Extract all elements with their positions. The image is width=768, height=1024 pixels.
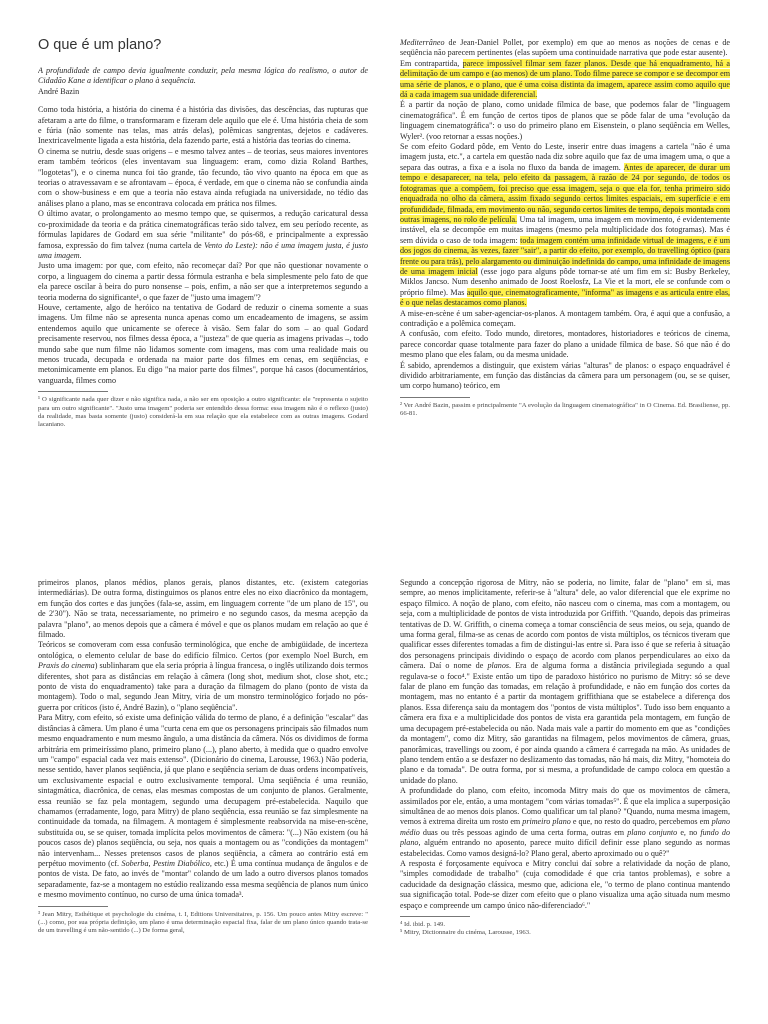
highlighted-text: Antes de aparecer, de durar um tempo e desaparecer, na tela, pelo efeito da passagem, à razão de 24 por segundo, de todos os fotogramas que a compõem, foi preciso que essa imagem, seja o que ela for, tenha primeiro sido enquadrada no olho da câmera, assim fixado segundo certos limites espaciais, em superfície e em profundidade, filmada, em movimento ou não, segundo certos limites de tempo, depois montada com outras imagens, no rolo de película. [400,162,730,224]
film-title: Mediterrâneo [400,38,445,47]
paragraph [400,142,730,309]
paragraph [38,713,368,900]
text-run: e que, no resto do quadro, percebemos em [570,817,712,827]
paragraph: A confusão, com efeito. Todo mundo, diretores, montadores, historiadores e teóricos de cinema, parece concordar quase totalmente para fazer do plano a unidade fílmica de base. Só que não é do mesmo plano que eles falam, ou da mesma unidade. [400,329,730,360]
footnote: ⁴ Id. ibid. p. 149. [400,921,446,928]
paragraph: Justo uma imagem: por que, com efeito, não recomeçar daí? Por que não questionar novamente o corpo, a linguagem do cinema a partir dessa fórmula estranha e bela simplesmente pelo fato de que ela parece oscilar à beira do puro nonsense – pois, enfim, a não ser que a interpretemos segundo a teoria moderna do significante¹, o que fazer de "justo uma imagem"? [38,261,368,302]
lead-quote: A profundidade de campo devia igualmente conduzir, pela mesma lógica do realismo, o autor de Cidadão Kane a identificar o plano à sequência. [38,66,368,86]
text-run: Uma tal imagem, uma imagem em movimento, é evidentemente instável, ela se decompõe em muitas imagens (mesmo pela multiplicidade dos fotogramas). Mas é sem dúvida o caso de toda imagem: [400,214,730,245]
footnote: ¹ O significante nada quer dizer e não significa nada, a não ser em oposição a outro significante: ele "representa o sujeito para um outro significante". "Justo uma imagem" poderia ser entendido dessa forma: essa imagem não é o reflexo (justo) da realidade, mas basta somente (justo) considerá-la em sua relação que ela estabelece com as outras imagens. Godard lacaniano. [38,396,368,429]
footnote: ⁵ Mitry, Dictionnaire du cinéma, Larousse, 1963. [400,929,531,937]
text-run: O último avatar, o prolongamento ao mesmo tempo que, se quisermos, a redução caricatural dessa co-proximidade da teoria e da prática cinematográficas terão sido talvez, em seu período recente, as fórmulas lapidares de Godard em sua série "militante" do pós-68, e principalmente a expressão famosa, expressão do fim talvez (numa cartela de [38,209,368,250]
column-bottom-left [38,578,368,1018]
text-run: ): não é uma imagem justa, é justo uma imagem. [38,240,368,260]
text-run: , alguém entrando no aposento, parece muito difícil definir esse plano segundo as normas estabelecidas. Como vamos designá-lo? Plano geral, aberto aproximado ou o quê?" [400,838,730,858]
footnote-rule [400,916,470,917]
footnote-rule [38,906,108,907]
lead-author: André Bazin [38,86,80,96]
highlighted-text: aquilo que, cinematograficamente, "informa" as imagens e as articula entre elas, é o que nelas destacamos como planos. [400,287,730,308]
term: planos [487,661,510,671]
column-bottom-right [400,578,730,1018]
term: fundo do plano [400,827,730,848]
text-run: Segundo a concepção rigorosa de Mitry, não se poderia, no limite, falar de "plano" em si, mas sempre, ao menos implicitamente, referir-se à "altura" dele, ao valor diferencial que ele exprime no espaço fílmico. A noção de plano, com efeito, não nasceu com o cinema, mas com a montagem, ou seja, com a multiplicidade de pontos de vista introduzida por Griffith. "Quando, depois das primeiras tentativas de D. W. Griffith, o cinema começa a tomar consciência de seus meios, ou seja, quando de uma forma geral, filma-se as cenas de acordo com pontos de vista múltiplos, os técnicos tiveram que qualificar esses diferentes tomadas a fim de distingui-las entre si. Para isso é que se referia à situação dos personagens principais dividindo o espaço de acordo com planos perpendiculares ao eixo da câmera. Daí o nome de [400,578,730,671]
paragraph: Como toda história, a história do cinema é a história das divisões, das descências, das rupturas que afetaram a arte do filme, o transformaram e fizeram dele aquilo que ele é. Uma história cheia de som e fúria (não somente nas telas, mas atrás delas), polêmicas sangrentas, dejetos e cadáveres. Inextricavelmente ligada a esta história, dela fazendo parte, está a história das teorias do cinema. [38,105,368,146]
highlighted-text: toda imagem contém uma infinidade virtual de imagens, e é um dos jogos do cinema, às vezes, fazer "sair", a partir do efeito, por exemplo, do travelling óptico (para frente ou para trás), pelo alargamento ou diminuição indefinida do campo, uma infinidade de imagens de uma imagem inicial [400,235,730,276]
paragraph: A resposta é forçosamente equívoca e Mitry conclui daí sobre a relatividade da noção de plano, "simples comodidade de trabalho" (cuja comodidade é que cria tantos problemas), e sobre a caducidade da designação clássica, mesmo que, adiciona ele, "o termo de plano continua mantendo sua significação total. Pode-se dizer com efeito que o plano visualiza uma ação situada num mesmo espaço e compreende um campo único não-diferenciado⁶." [400,858,730,910]
text-run: Para Mitry, com efeito, só existe uma definição válida do termo de plano, é a definição "escalar" das distâncias à câmera. Um plano é uma "curta cena em que os personagens principais são filmados num mesmo enquadramento e num mesmo ângulo, a uma distância da câmera. Nós os dividimos de forma arbitrária em primeiríssimo plano, primeiro plano (...), plano aberto, à medida que o quadro envolve um "campo" espacial cada vez mais extenso". (Dicionário do cinema, Larousse, 1963.) Não poderia, nesse sentido, haver planos seqüência, já que plano e seqüência seriam de duas ordens incompatíveis, um exclusivamente espacial e outro exclusivamente temporal. Uma seqüência é uma reunião, sintagmática, diacrônica, de cenas, elas mesmas compostas de um conjunto de planos. Geralmente, essa reunião se faz pela montagem, segundo uma decupagem pré-estabelecida. Naquilo que chamamos (erradamente, logo, para Mitry) de plano seqüência, essa reunião se faz simplesmente na continuidade da tomada, na filmagem. A montagem é simplesmente reabsorvida na mise-en-scène, substituída ou, se se quiser, tomada implícita pelos movimentos de câmera: "(...) Não existem (ou há poucos casos de) planos seqüência, ou seja, nos quais a montagem ou as "condições da montagem" não intervenham... Nesses pretensos casos de planos seqüência, a câmera ao contrário está em perpétuo movimento (cf. [38,713,368,868]
paragraph: Houve, certamente, algo de heróico na tentativa de Godard de reduzir o cinema somente a suas imagens. Um filme não se apresenta nunca apenas como um encadeamento de imagens, se assim entendemos aquilo que unicamente se oferece à visão. Sem falar do som – ao qual Godard precisamente reservou, nos filmes dessa época, a "justeza" de que queria as imagens privadas –, todo mundo sabe que num filme não lidamos somente com imagens, mas com uma realidade mais ou menos trucada, decupada e ordenada na maior parte dos filmes em cenas, em seqüências, e metonimicamente em planos. Eu digo "na maior parte dos filmes", porque há casos (documentários, vanguarda, filmes como [38,302,368,385]
paragraph [400,578,730,786]
paragraph [38,209,368,261]
text-run: . Era de alguma forma a distância privilegiada segundo a qual regulava-se o foco⁴." Existe então um tipo de paradoxo histórico no purismo de Mitry: só se deve falar de plano em função das tomadas, em relação à profundidade, e não em função dos cortes da montagem, mas no entanto é a partir da montagem griffithiana que se estabelece a diferença dos planos. Essa diferença saiu da montagem dos "pontos de vista múltiplos". Tudo isso bem enquanto a câmera era fixa e a multiplicidade dos pontos de vista era garantida pela montagem, em função de uma decupagem pré-estabelecida ou não. Nada mais vale a partir do momento em que as "condições da montagem", como diz Mitry, são garantidas na filmagem, pelos movimentos de câmera, gruas, panorâmicas, travellings ou zoom, é por ainda quando a câmera é carregada na mão. As unidades de plano tendem então a se desfazer no deslizamento das tomadas, não há mais, diz Mitry, "homoteia do plano e da tomada". De outra forma, por si mesma, a profundidade de campo coloca em questão a unidade do plano. [400,661,730,785]
text-run: e, no [677,827,701,837]
page-title: O que é um plano? [38,37,162,53]
footnote: ³ Jean Mitry, Esthétique et psychologie du cinéma, t. I, Editions Universitaires, p. 156. Um pouco antes Mitry escreve: "(...) como, por sua própria definição, um plano é uma determinação espacial fixa, falar de um plano único quando trata-se de um travelling é um não-sentido (...) De forma geral, [38,910,368,935]
text-run: Teóricos se comoveram com essa confusão terminológica, que enche de ambigüidade, de incerteza ontológica, o elemento celular de base do edifício fílmico. Certos (por exemplo Noel Burch, em [38,640,368,660]
column-top-right [400,38,730,448]
paragraph: É sabido, aprendemos a distinguir, que existem várias "alturas" de planos: o espaço enquadrável é dividido arbitrariamente, em função das distâncias da câmera para um personagem (ou, se se quiser, um corpo humano) teórico, em [400,360,730,391]
footnote-rule [400,397,470,398]
text-run: ) sublinharam que ela seria própria à língua francesa, o inglês utilizando dois termos diferentes, shot para as distâncias em relação à câmera (long shot, medium shot, close shot, etc.; ponto de vista do enquadramento) take para a duração da filmagem do plano (ponto de vista da montagem). Todo o mal, segundo Jean Mitry, viria de um monstro terminológico forjado no pós-guerra por críticos (isto é, André Bazin), o "plano seqüência". [38,661,368,712]
paragraph: primeiros planos, planos médios, planos gerais, planos distantes, etc. (existem categorias intermediárias). De outra forma, distinguimos os planos entre eles no eixo diacrônico da montagem, em função dos cortes e das junções (fala-se, assim, em linguagem corrente "de um plano de 15", ou de 2'30"). Não se trata, necessariamente, no primeiro e no segundo casos, da mesma acepção da palavra "plano", ao menos depois que a câmera é móvel e que os planos mudam em relação ao que é filmado. [38,578,368,640]
paragraph [400,59,730,101]
book-title: Praxis do cinema [38,661,95,671]
paragraph: A mise-en-scène é um saber-agenciar-os-planos. A montagem também. Ora, é aqui que a confusão, a contradição e a polêmica começam. [400,308,730,328]
paragraph: É a partir da noção de plano, como unidade fílmica de base, que podemos falar de "linguagem cinematográfica". É em função de certos tipos de planos que se pôde falar de uma "evolução da linguagem cinematográfica": o uso do primeiro plano em Eisenstein, o plano seqüência em Welles, Wyler². (voo retornar a essas noções.) [400,100,730,141]
paragraph [400,786,730,859]
paragraph [400,38,730,59]
highlighted-text: parece impossível filmar sem fazer planos. Desde que há enquadramento, há a delimitação de um campo e (ao menos) de um plano. Todo filme parece se compor e se decompor em uma série de planos, e o plano, que é uma coisa distinta da imagem, aparece assim como aquilo que dá a cada imagem sua unidade diferencial. [400,58,730,100]
text-run: Em contrapartida, [400,58,463,68]
text-run: de Jean-Daniel Pollet, por exemplo) em que ao menos as noções de cenas e de seqüência não parecem pertinentes (elas supõem uma continuidade narrativa que pode estar ausente). [400,38,730,58]
paragraph [38,640,368,713]
term: plano médio [400,817,730,837]
text-run: duas ou três pessoas agindo de uma certa forma, outras em [419,827,628,837]
film-title: Vento do Leste [204,240,253,250]
term: primeiro plano [522,817,571,827]
text-run: (esse jogo para alguns pôde tornar-se até um fim em si: Busby Berkeley, Miklos Jancso. Num desenho animado de Joost Roelosfz, La Vie et la mort, ele se confunde com o próprio filme). Mas [400,266,730,297]
text-run: , etc.) É uma contínua mudança de ângulos e de pontos de vista. De fato, ao invés de "montar" colando de um lado a outro diversos planos tomados separadamente, faz-se a montagem no estúdio realizando essa mesma seqüência de planos num único e mesmo movimento contínuo, no curso de uma única tomada³. [38,858,368,900]
footnote: ² Ver André Bazin, passim e principalmente "A evolução da linguagem cinematográfica" in O Cinema. Ed. Brasiliense, pp. 66-81. [400,401,730,418]
term: plano conjunto [627,827,678,837]
film-title: Soberba, Pestim Diabólico [121,858,210,868]
text-run: Se com efeito Godard pôde, em Vento do Leste, inserir entre duas imagens a cartela "não é uma imagem justa, etc.", a cartela em questão nada diz sobre aquilo que faz de uma imagem uma, o que a separa das outras, a fixa e a isola no fluxo da banda de imagem. [400,142,730,172]
column-top-left [38,36,368,456]
text-run: A profundidade do plano, com efeito, incomoda Mitry mais do que os movimentos de câmera, assimilados por ele, então, a uma montagem "com várias tomadas⁵". É que ela implica a superposição simultânea de ao menos dois planos. Como qualificar um tal plano? "Quando, numa mesma imagem, vemos à extrema direita um rosto em [400,786,730,827]
footnote-rule [38,391,108,392]
paragraph: O cinema se nutriu, desde suas origens – e mesmo talvez antes – de teorias, seus maiores inventores eram também teóricos (eles inventavam sua linguagem: eram, como dizia Roland Barthes, "logotetas"), e o cinema nunca foi tão grande, tão fecundo, tão vivo quanto na época em que as teorias o atravessavam e se afrontavam – época, é verdade, em que o cinema não se confundia ainda com o show-business e em que a teoria não estava ainda refugiada na universidade, no tédio das análises plano a plano, mas se encontrava colocada em prática nos filmes. [38,146,368,208]
